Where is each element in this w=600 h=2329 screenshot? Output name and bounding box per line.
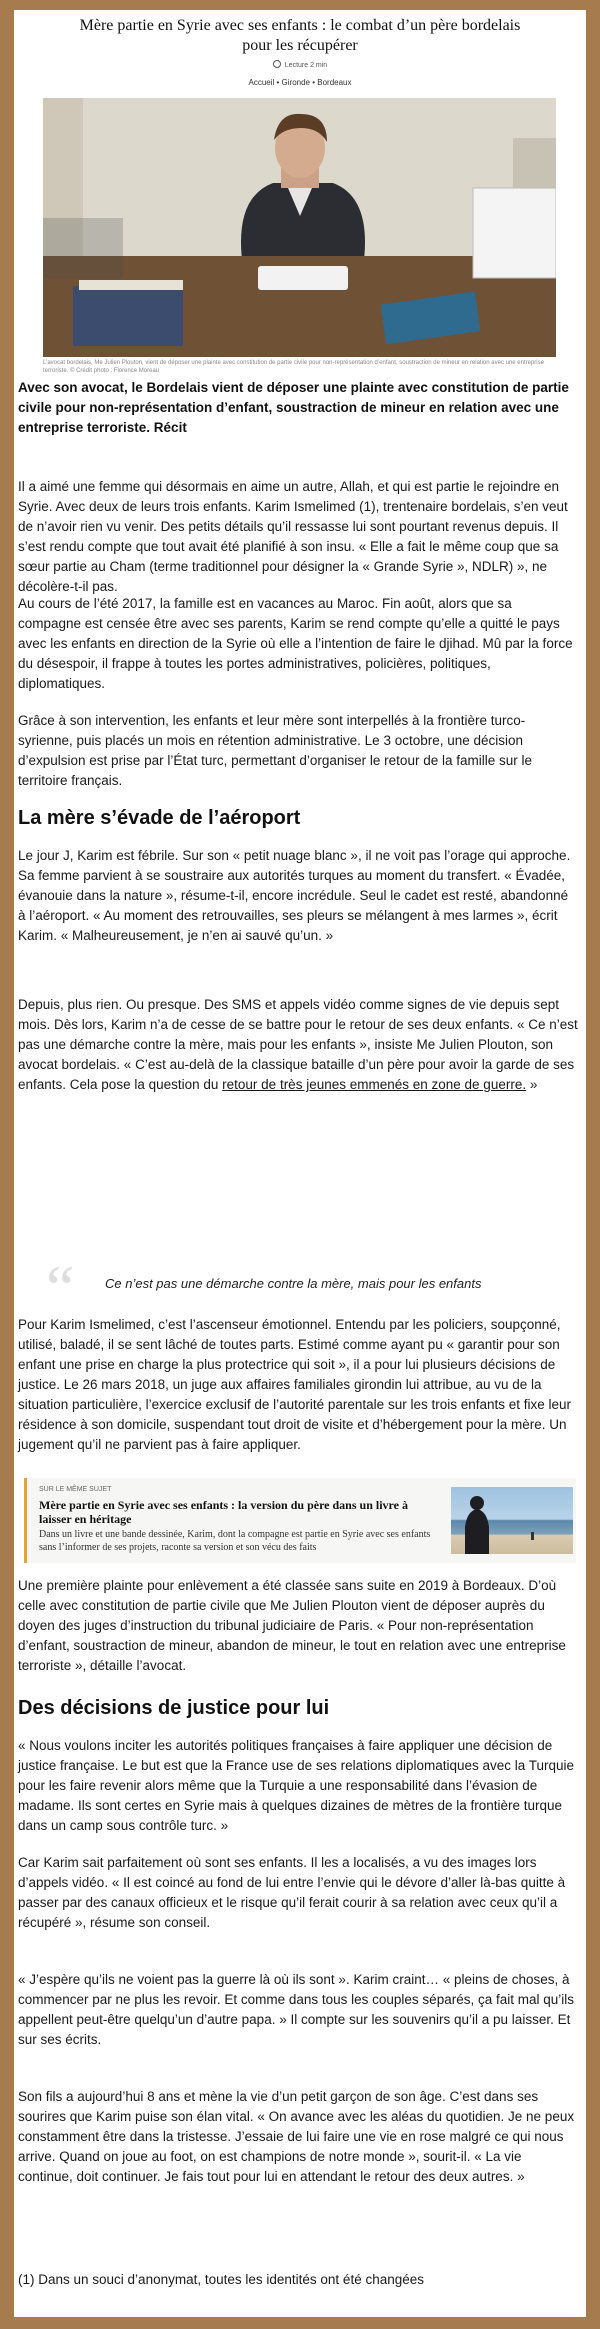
article-title: Mère partie en Syrie avec ses enfants : le combat d’un père bordelais pour les récupérer bbox=[79, 17, 521, 54]
paragraph bbox=[18, 995, 578, 1095]
paragraph: Au cours de l’été 2017, la famille est en vacances au Maroc. Fin août, alors que sa compagne est censée être avec ses parents, Karim se rend compte qu’elle a quitté le pays avec les enfants en direction de la Syrie où elle a l’intention de faire le djihad. Mû par la force du désespoir, il frappe à toutes les portes administratives, policières, politiques, diplomatiques. bbox=[18, 596, 573, 691]
paragraph: Pour Karim Ismelimed, c’est l’ascenseur émotionnel. Entendu par les policiers, soupçonné, utilisé, baladé, il se sent lâché de toutes parts. Estimé comme ayant pu « garantir pour son enfant une prise en charge la plus protectrice qui soit », il a pour lui plusieurs décisions de justice. Le 26 mars 2018, un juge aux affaires familiales girondin lui attribue, au vu de la situation particulière, l’exercice exclusif de l’autorité parentale sur les trois enfants et fixe leur résidence à son domicile, suspendant tout droit de visite et d’hébergement pour la mère. Un jugement qu’il ne parvient pas à faire appliquer. bbox=[18, 1317, 572, 1452]
quote-mark-icon: “ bbox=[46, 1252, 75, 1323]
section-heading: La mère s’évade de l’aéroport bbox=[18, 807, 301, 829]
paragraph: « Nous voulons inciter les autorités politiques françaises à faire appliquer une décision de justice française. Le but est que la France use de ses relations diplomatiques avec la Turquie pour les faire revenir alors même que la Turquie a une responsabilité dans l’évasion de madame. Ils sont certes en Syrie mais à quelques dizaines de mètres de la frontière turque dans un camp sous contrôle turc. » bbox=[18, 1738, 575, 1833]
paragraph: Car Karim sait parfaitement où sont ses enfants. Il les a localisés, a vu des images lors d’appels vidéo. « Il est coincé au fond de lui entre l’envie qui le dévore d’aller là-bas quitte à passer par des canaux officieux et le risque qu’il ferait courir à sa relation avec ceux qu’il a récupéré », résume son conseil. bbox=[18, 1855, 566, 1930]
article-lead: Avec son avocat, le Bordelais vient de déposer une plainte avec constitution de partie civile pour non-représentation d’enfant, soustraction de mineur en relation avec une entreprise terroriste. Récit bbox=[18, 380, 569, 435]
paragraph-text: Depuis, plus rien. Ou presque. Des SMS et appels vidéo comme signes de vie depuis sept mois. Dès lors, Karim n’a de cesse de se battre pour le retour de ses deux enfants. « Ce n’est pas une démarche contre la mère, mais pour les enfants », insiste Me Julien Plouton, son avocat bordelais. « C’est au-delà de la classique bataille d’un père pour avoir la garde de ses enfants. Cela pose la question du bbox=[18, 997, 578, 1092]
paragraph: Grâce à son intervention, les enfants et leur mère sont interpellés à la frontière turco-syrienne, puis placés un mois en rétention administrative. Le 3 octobre, une décision d’expulsion est prise par l’État turc, permettant d’organiser le retour de la famille sur le territoire français. bbox=[18, 713, 532, 788]
related-article-card[interactable] bbox=[24, 1478, 576, 1563]
reading-time bbox=[14, 60, 586, 69]
related-kicker: SUR LE MÊME SUJET bbox=[39, 1486, 112, 1493]
paragraph: Il a aimé une femme qui désormais en aime un autre, Allah, et qui est partie le rejoindre en Syrie. Avec deux de leurs trois enfants. Karim Ismelimed (1), trentenaire bordelais, s’en veut de n’avoir rien vu venir. Des petits détails qu’il ressasse lui sont pourtant revenus depuis. Il s’est rendu compte que tout avait été planifié à son insu. « Elle a fait le même coup que sa sœur partie au Cham (terme traditionnel pour désigner la « Grande Syrie », NDLR) », ne décolère-t-il pas. bbox=[18, 479, 568, 594]
beach-figure-illustration bbox=[451, 1487, 573, 1554]
photo-caption: L’avocat bordelais, Me Julien Plouton, vient de déposer une plainte avec constitution de partie civile pour non-représentation d’enfant, soustraction de mineur en relation avec une entreprise terroriste. © Crédit photo : Florence Moreau bbox=[43, 360, 544, 374]
section-heading: Des décisions de justice pour lui bbox=[18, 1697, 330, 1719]
paragraph: Une première plainte pour enlèvement a été classée sans suite en 2019 à Bordeaux. D’où celle avec constitution de partie civile que Me Julien Plouton vient de déposer auprès du doyen des juges d’instruction du tribunal judiciaire de Paris. « Pour non-représentation d’enfant, soustraction de mineur, abandon de mineur, le tout en relation avec une entreprise terroriste », détaille l’avocat. bbox=[18, 1578, 566, 1673]
pull-quote bbox=[18, 1252, 578, 1323]
paragraph: Son fils a aujourd’hui 8 ans et mène la vie d’un petit garçon de son âge. C’est dans ses sourires que Karim puise son élan vital. « On avance avec les aléas du quotidien. Je ne peux constamment être dans la tristesse. J’essaie de lui faire une vie en rose malgré ce qui nous arrive. Quand on joue au foot, on est champions de notre monde », sourit-il. « La vie continue, doit continuer. Je fais tout pour lui en attendant le retour des deux autres. » bbox=[18, 2089, 575, 2184]
inline-article-link[interactable]: retour de très jeunes emmenés en zone de guerre. bbox=[222, 1077, 527, 1092]
footnote: (1) Dans un souci d’anonymat, toutes les identités ont été changées bbox=[18, 2272, 424, 2287]
related-description: Dans un livre et une bande dessinée, Karim, dont la compagne est partie en Syrie avec ses enfants sans l’informer de ses projets, raconte sa version et son vécu des faits bbox=[39, 1529, 431, 1553]
paragraph: « J’espère qu’ils ne voient pas la guerre là où ils sont ». Karim craint… « pleins de choses, à commencer par ne plus les revoir. Et comme dans tous les couples séparés, ça fait mal qu’ils appellent peut-être quelqu’un d’autre papa. » Il compte sur les souvenirs qu’il a pu laisser. Et sur ses écrits. bbox=[18, 1972, 574, 2047]
reading-time-label: Lecture 2 min bbox=[284, 62, 328, 69]
lawyer-at-desk-illustration bbox=[43, 98, 556, 357]
related-title[interactable]: Mère partie en Syrie avec ses enfants : la version du père dans un livre à laisser en héritage bbox=[39, 1498, 408, 1526]
clock-icon bbox=[273, 60, 281, 68]
breadcrumb[interactable]: Accueil • Gironde • Bordeaux bbox=[248, 78, 352, 87]
paragraph-text: » bbox=[526, 1077, 538, 1092]
related-thumbnail[interactable] bbox=[451, 1487, 573, 1554]
article-page bbox=[14, 10, 586, 2317]
paragraph: Le jour J, Karim est fébrile. Sur son « petit nuage blanc », il ne voit pas l’orage qui approche. Sa femme parvient à se soustraire aux autorités turques au moment du transfert. « Évadée, évanouie dans la nature », résume-t-il, encore incrédule. Seul le cadet est resté, abandonné à l’aéroport. « Au moment des retrouvailles, ses pleurs se mélangent à mes larmes », écrit Karim. « Malheureusement, je n’en ai sauvé qu’un. » bbox=[18, 848, 571, 943]
article-photo[interactable] bbox=[43, 98, 556, 357]
pull-quote-text: Ce n’est pas une démarche contre la mère, mais pour les enfants bbox=[105, 1276, 482, 1291]
